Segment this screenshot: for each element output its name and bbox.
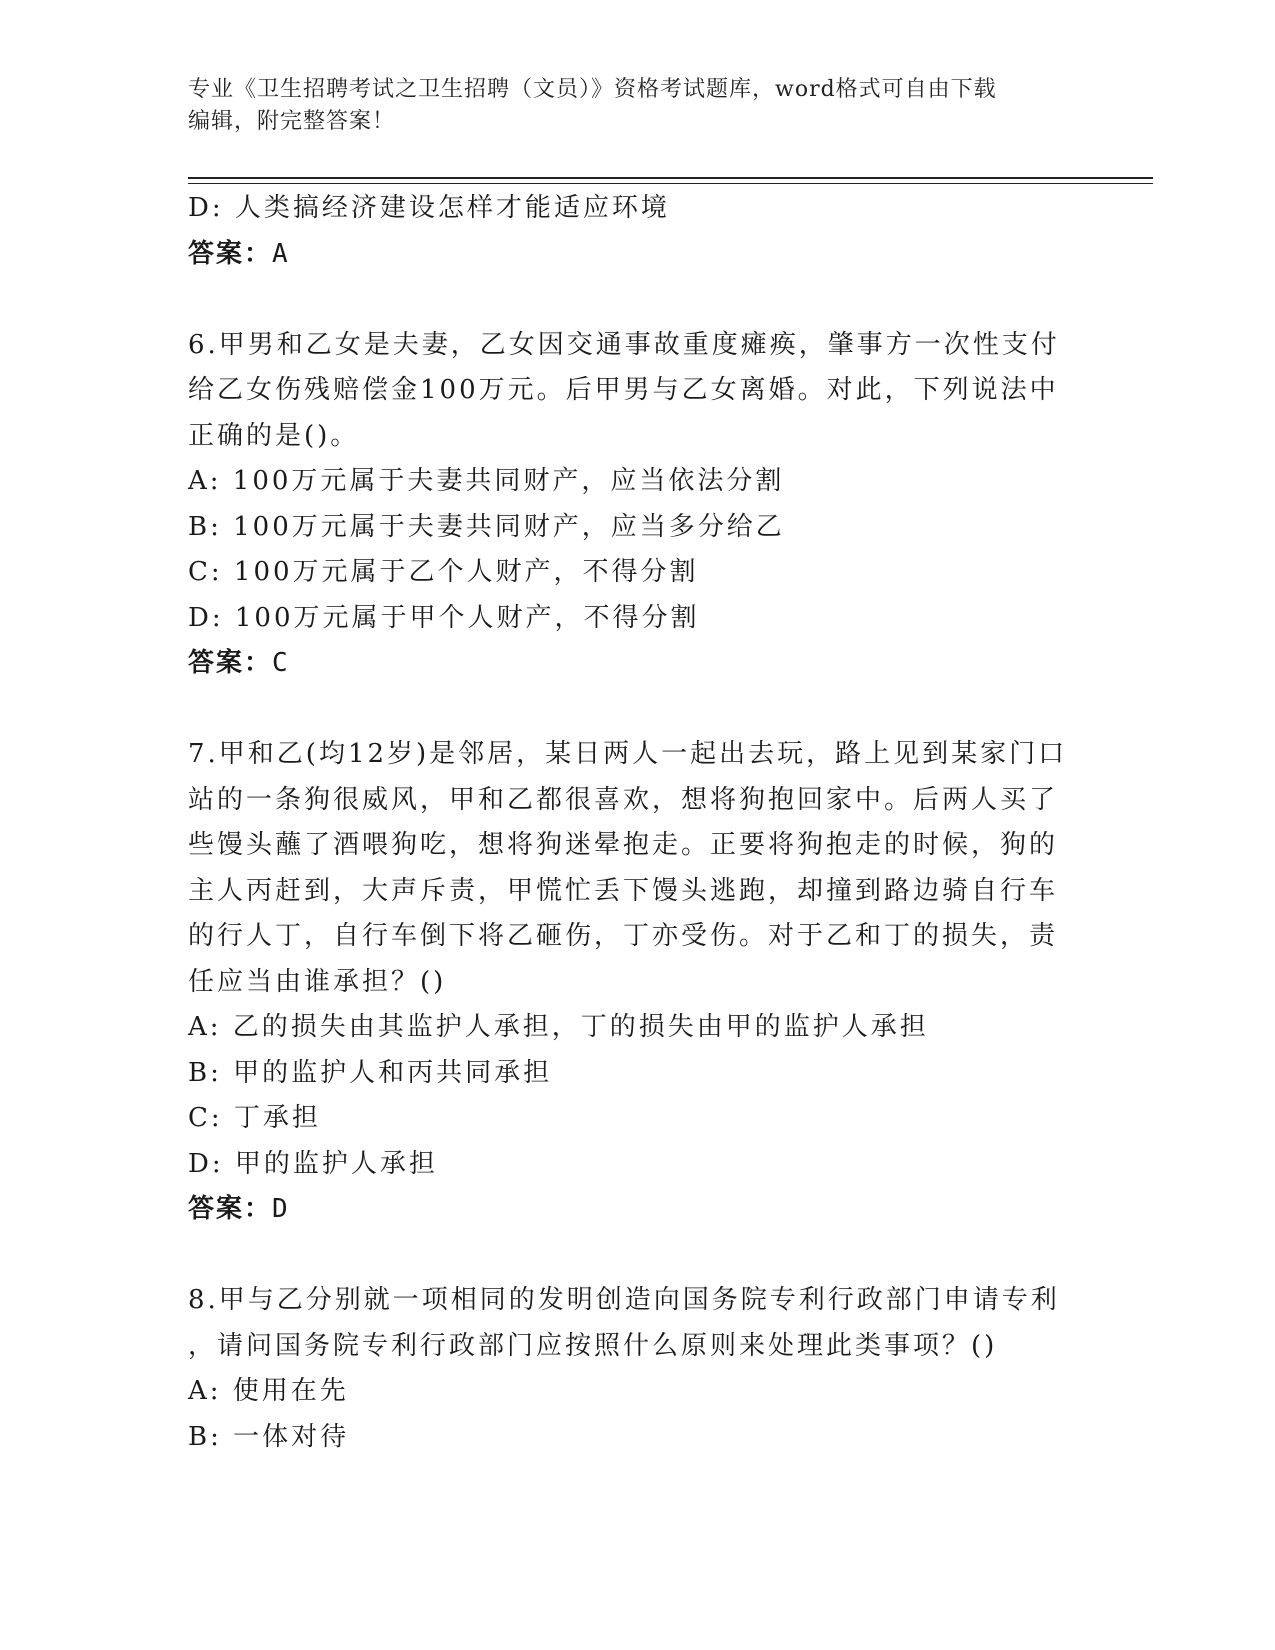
question-stem-line: ，请问国务院专利行政部门应按照什么原则来处理此类事项？() [188, 1330, 998, 1361]
question-stem-line: 给乙女伤残赔偿金100万元。后甲男与乙女离婚。对此，下列说法中 [188, 375, 1059, 405]
option-d: D: 甲的监护人承担 [188, 1148, 438, 1179]
question-stem-line: 主人丙赶到，大声斥责，甲慌忙丢下馒头逃跑，却撞到路边骑自行车 [188, 875, 1059, 906]
question-stem-line: 任应当由谁承担？() [188, 966, 447, 997]
question-stem-line: 7.甲和乙(均12岁)是邻居，某日两人一起出去玩，路上见到某家门口 [188, 739, 1068, 769]
option-a: A: 乙的损失由其监护人承担，丁的损失由甲的监护人承担 [188, 1012, 929, 1042]
answer-value: D [272, 1194, 290, 1224]
prev-option-d: D: 人类搞经济建设怎样才能适应环境 [188, 193, 670, 223]
option-a: A: 使用在先 [188, 1376, 349, 1406]
option-b: B: 100万元属于夫妻共同财产，应当多分给乙 [188, 511, 785, 542]
answer-label: 答案： [188, 1194, 273, 1224]
header-line-1: 专业《卫生招聘考试之卫生招聘（文员）》资格考试题库，word格式可自由下载 [188, 77, 997, 102]
option-c: C: 丁承担 [188, 1103, 321, 1133]
header-divider-thick [188, 177, 1153, 179]
question-stem-line: 站的一条狗很威风，甲和乙都很喜欢，想将狗抱回家中。后两人买了 [188, 784, 1059, 815]
question-stem-line: 的行人丁，自行车倒下将乙砸伤，丁亦受伤。对于乙和丁的损失，责 [188, 921, 1059, 951]
answer-label: 答案： [188, 238, 273, 269]
document-body [188, 186, 1088, 1460]
option-a: A: 100万元属于夫妻共同财产，应当依法分割 [188, 466, 785, 496]
question-stem-line: 8.甲与乙分别就一项相同的发明创造向国务院专利行政部门申请专利 [188, 1285, 1060, 1315]
question-8 [188, 1278, 1088, 1460]
answer [188, 1187, 1088, 1233]
spacer [188, 687, 1088, 733]
spacer [188, 1233, 1088, 1279]
option-c: C: 100万元属于乙个人财产，不得分割 [188, 557, 699, 587]
question-stem-line: 些馒头蘸了酒喂狗吃，想将狗迷晕抱走。正要将狗抱走的时候，狗的 [188, 830, 1059, 860]
option-d: D: 100万元属于甲个人财产，不得分割 [188, 602, 700, 633]
spacer [188, 277, 1088, 323]
question-stem-line: 6.甲男和乙女是夫妻，乙女因交通事故重度瘫痪，肇事方一次性支付 [188, 329, 1060, 360]
option-b: B: 一体对待 [188, 1421, 350, 1452]
question-7 [188, 732, 1088, 1233]
header-divider-thin [188, 183, 1153, 184]
header-line-2: 编辑，附完整答案！ [188, 109, 396, 134]
prev-answer [188, 232, 1088, 278]
question-6 [188, 323, 1088, 687]
answer [188, 641, 1088, 687]
answer-value: A [272, 238, 290, 269]
question-stem-line: 正确的是()。 [188, 420, 360, 451]
option-b: B: 甲的监护人和丙共同承担 [188, 1057, 553, 1088]
answer-label: 答案： [188, 648, 273, 678]
answer-value: C [272, 648, 290, 678]
document-header [188, 74, 1088, 138]
